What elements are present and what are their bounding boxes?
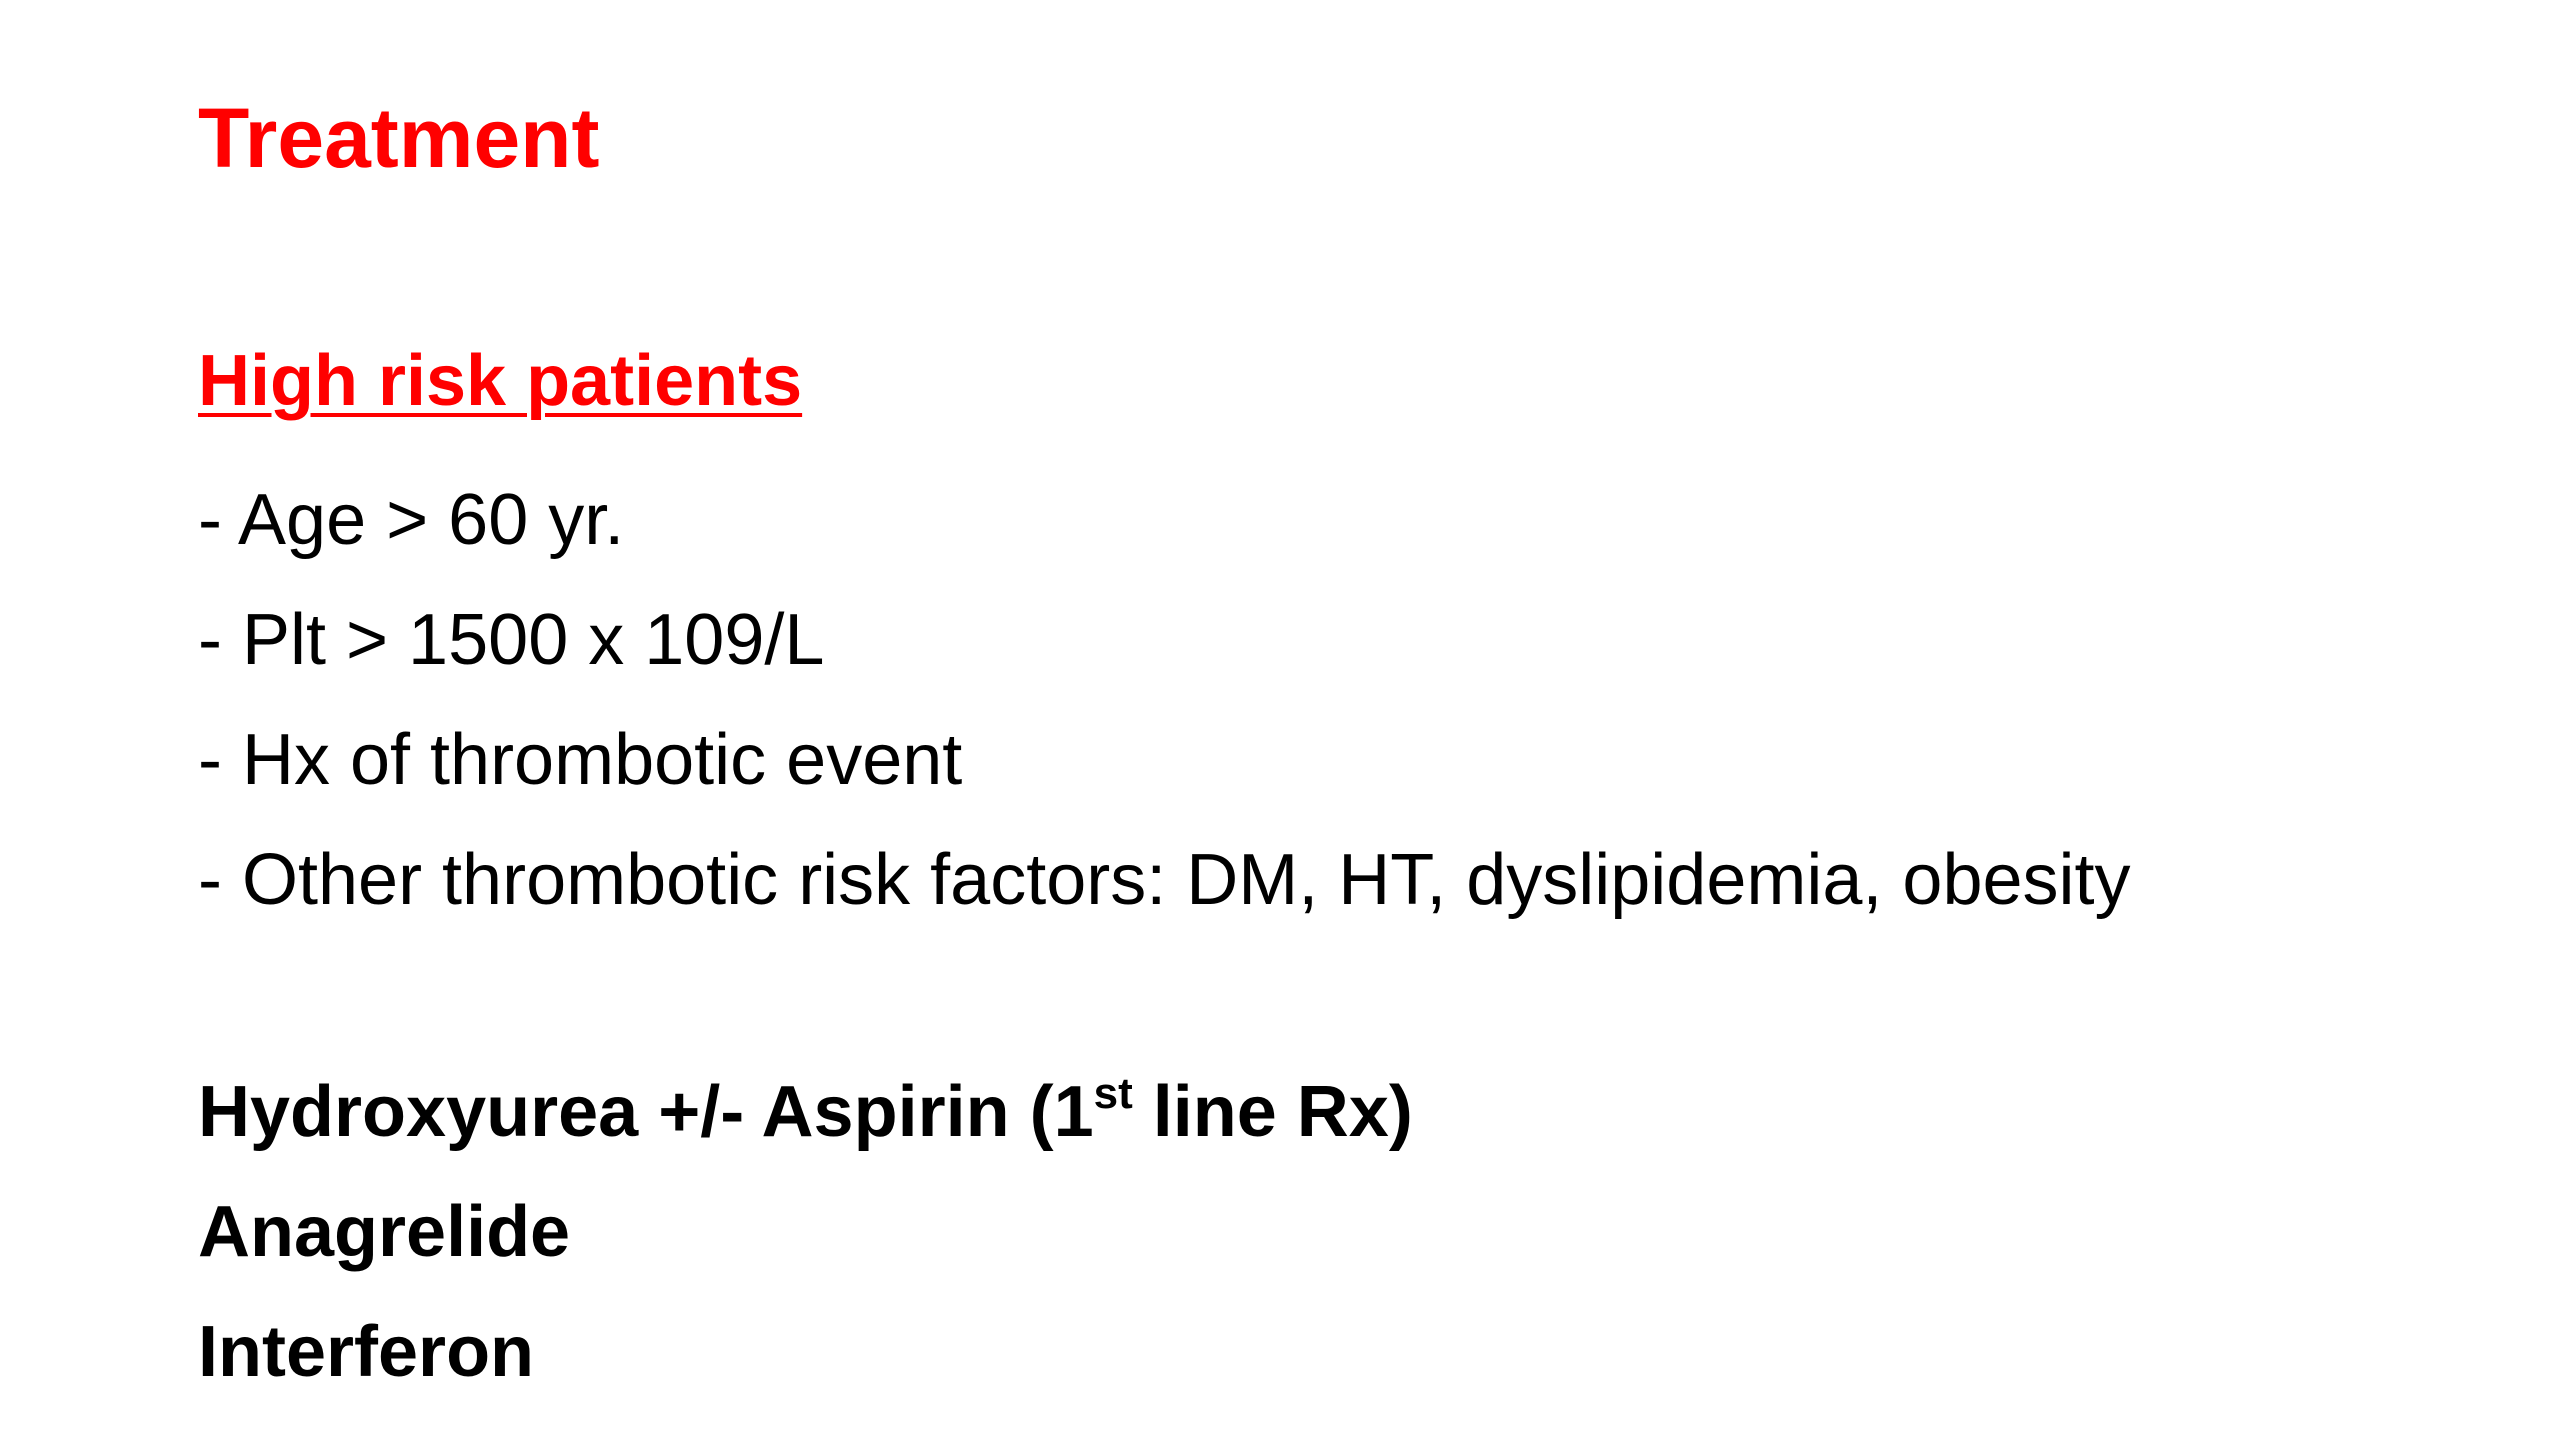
treatment-interferon: Interferon — [198, 1312, 535, 1392]
risk-criterion-other-factors: - Other thrombotic risk factors: DM, HT, dyslipidemia, obesity — [198, 840, 2131, 920]
slide-title: Treatment — [198, 91, 600, 185]
treatment-hydroxyurea — [198, 1052, 1413, 1172]
treatment-hydroxyurea-superscript: st — [1093, 1069, 1133, 1118]
treatment-hydroxyurea-suffix: line Rx) — [1132, 1072, 1413, 1152]
risk-criterion-platelets: - Plt > 1500 x 109/L — [198, 600, 825, 680]
risk-criterion-history: - Hx of thrombotic event — [198, 720, 963, 800]
high-risk-heading: High risk patients — [198, 341, 803, 421]
treatment-list — [198, 1052, 1413, 1412]
treatment-anagrelide: Anagrelide — [198, 1192, 571, 1272]
risk-criteria-list — [198, 460, 2131, 940]
risk-criterion-age: - Age > 60 yr. — [198, 480, 625, 560]
treatment-hydroxyurea-prefix: Hydroxyurea +/- Aspirin (1 — [198, 1072, 1094, 1152]
